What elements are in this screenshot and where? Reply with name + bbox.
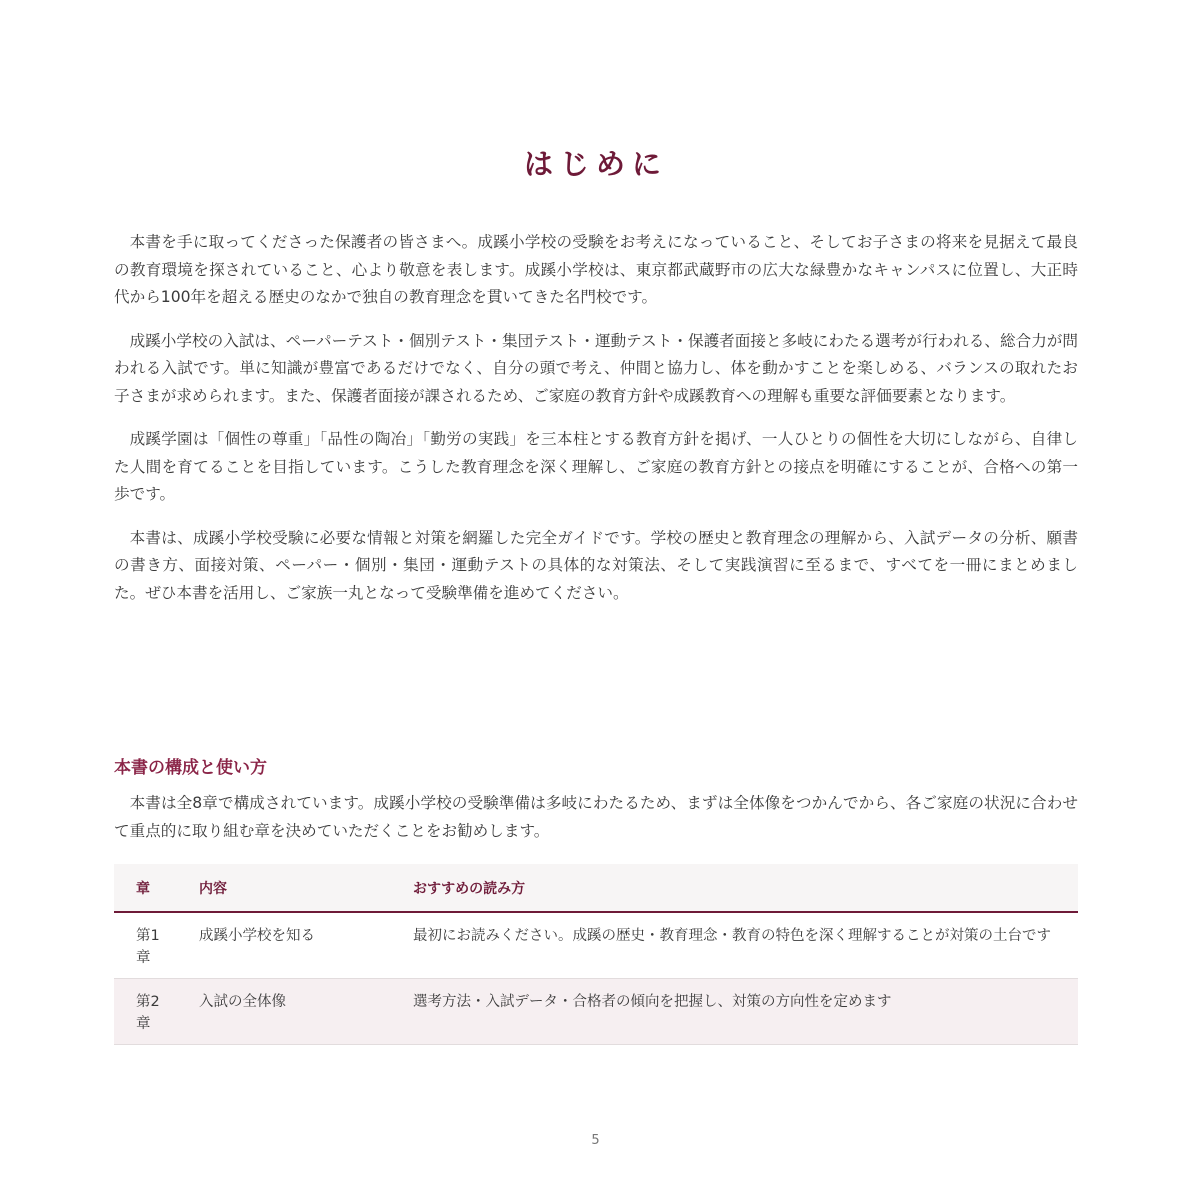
row-reading: 選考方法・入試データ・合格者の傾向を把握し、対策の方向性を定めます xyxy=(391,979,1078,1045)
row-reading: 最初にお読みください。成蹊の歴史・教育理念・教育の特色を深く理解することが対策の土台です xyxy=(391,912,1078,979)
page-number: 5 xyxy=(591,1133,600,1148)
section-body xyxy=(114,790,1078,861)
header-chapter: 章 xyxy=(114,864,177,912)
document-page xyxy=(114,0,1078,1191)
chapter-table xyxy=(114,864,1078,1045)
row-content: 入試の全体像 xyxy=(177,979,391,1045)
intro-paragraph-4: 本書は、成蹊小学校受験に必要な情報と対策を網羅した完全ガイドです。学校の歴史と教育理念の理解から、入試データの分析、願書の書き方、面接対策、ペーパー・個別・集団・運動テストの具体的な対策法、そして実践演習に至るまで、すべてを一冊にまとめました。ぜひ本書を活用し、ご家族一丸となって受験準備を進めてください。 xyxy=(114,528,1078,602)
intro-section xyxy=(114,229,1078,623)
row-content: 成蹊小学校を知る xyxy=(177,912,391,979)
table-header-row xyxy=(114,864,1078,912)
table-row xyxy=(114,912,1078,979)
section-paragraph: 本書は全8章で構成されています。成蹊小学校の受験準備は多岐にわたるため、まずは全体像をつかんでから、各ご家庭の状況に合わせて重点的に取り組む章を決めていただくことをお勧めします。 xyxy=(114,794,1078,840)
section-heading: 本書の構成と使い方 xyxy=(114,758,267,778)
intro-paragraph-2: 成蹊小学校の入試は、ペーパーテスト・個別テスト・集団テスト・運動テスト・保護者面接と多岐にわたる選考が行われる、総合力が問われる入試です。単に知識が豊富であるだけでなく、自分の頭で考え、仲間と協力し、体を動かすことを楽しめる、バランスの取れたお子さまが求められます。また、保護者面接が課されるため、ご家庭の教育方針や成蹊教育への理解も重要な評価要素となります。 xyxy=(114,331,1078,405)
header-reading: おすすめの読み方 xyxy=(391,864,1078,912)
intro-paragraph-1: 本書を手に取ってくださった保護者の皆さまへ。成蹊小学校の受験をお考えになっていること、そしてお子さまの将来を見据えて最良の教育環境を探されていること、心より敬意を表します。成蹊小学校は、東京都武蔵野市の広大な緑豊かなキャンパスに位置し、大正時代から100年を超える歴史のなかで独自の教育理念を貫いてきた名門校です。 xyxy=(114,233,1078,306)
row-chapter: 第2章 xyxy=(114,979,177,1045)
header-content: 内容 xyxy=(177,864,391,912)
table-row xyxy=(114,979,1078,1045)
intro-paragraph-3: 成蹊学園は「個性の尊重」「品性の陶冶」「勤労の実践」を三本柱とする教育方針を掲げ、一人ひとりの個性を大切にしながら、自律した人間を育てることを目指しています。こうした教育理念を深く理解し、ご家庭の教育方針との接点を明確にすることが、合格への第一歩です。 xyxy=(114,430,1078,503)
row-chapter: 第1章 xyxy=(114,912,177,979)
page-title: はじめに xyxy=(523,147,668,181)
